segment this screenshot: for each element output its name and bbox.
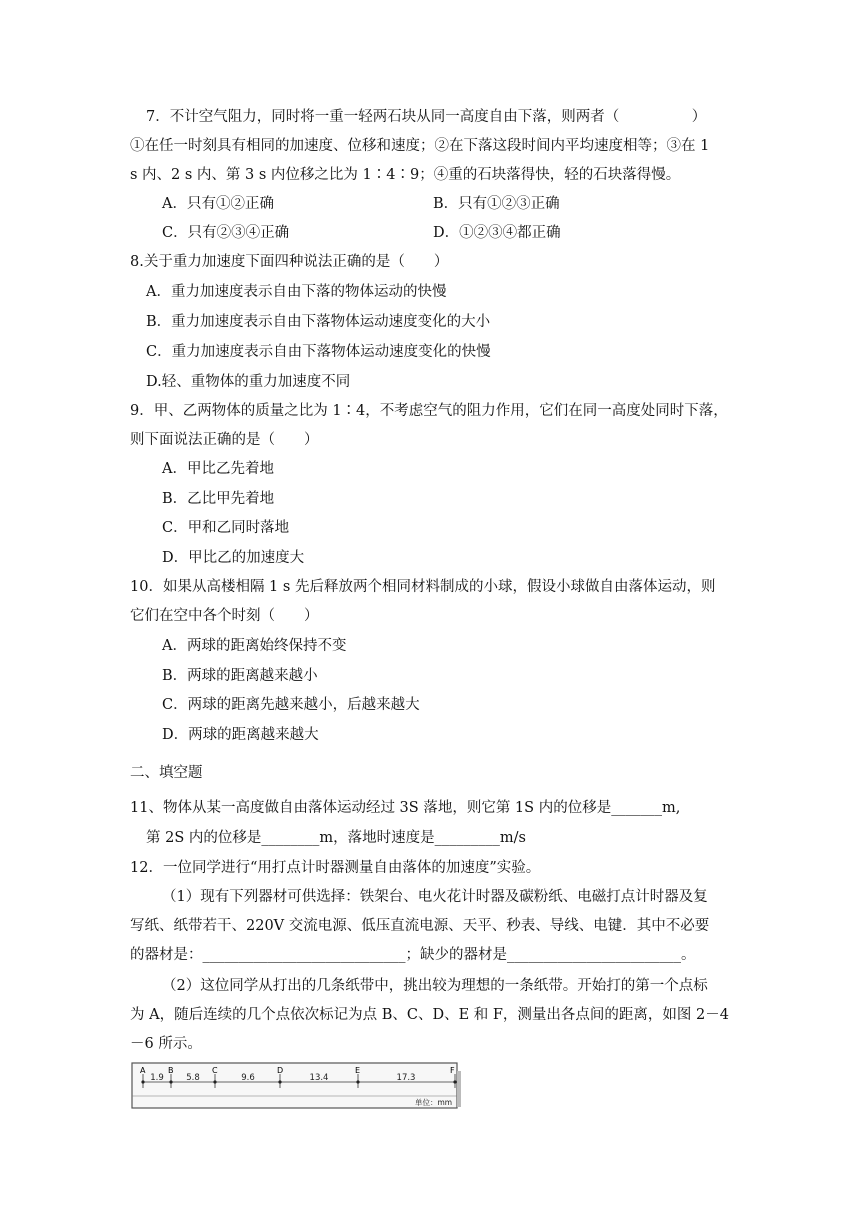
q7-option-c: C．只有②③④正确: [162, 225, 290, 241]
tape-border: [132, 1063, 457, 1108]
tape-distance-de: 13.4: [309, 1073, 329, 1083]
q9-option-b: B．乙比甲先着地: [162, 491, 275, 507]
tape-label-c: C: [212, 1066, 218, 1075]
q7-text-line-3: s 内、2 s 内、第 3 s 内位移之比为 1∶4∶9；④重的石块落得快，轻的石块落得慢。: [130, 167, 681, 183]
q7-text-line-2: ①在任一时刻具有相同的加速度、位移和速度；②在下落这段时间内平均速度相等；③在 1: [130, 138, 710, 154]
q10-option-b: B．两球的距离越来越小: [162, 668, 318, 684]
q8-option-c: C．重力加速度表示自由下落物体运动速度变化的快慢: [146, 344, 491, 360]
paper-tape-figure: [131, 1062, 463, 1110]
tape-label-b: B: [168, 1066, 174, 1075]
q12-part1-line-1: （1）现有下列器材可供选择：铁架台、电火花计时器及碳粉纸、电磁打点计时器及复: [162, 889, 708, 905]
tape-distance-ef: 17.3: [396, 1073, 416, 1083]
q9-option-d: D．甲比乙的加速度大: [162, 550, 305, 566]
q7-stem: 7．不计空气阻力，同时将一重一轻两石块从同一高度自由下落，则两者（ ）: [146, 109, 707, 125]
tape-unit-label: 单位：mm: [415, 1098, 453, 1107]
tape-edge-shadow: [457, 1071, 461, 1107]
tape-distance-ab: 1.9: [150, 1073, 164, 1083]
q7-option-d: D．①②③④都正确: [433, 225, 561, 241]
q12-stem: 12．一位同学进行“用打点计时器测量自由落体的加速度”实验。: [130, 860, 541, 876]
q10-option-a: A．两球的距离始终保持不变: [162, 638, 347, 654]
tape-label-d: D: [277, 1066, 284, 1075]
tape-label-e: E: [355, 1066, 361, 1075]
q12-part2-line-2: 为 A，随后连续的几个点依次标记为点 B、C、D、E 和 F，测量出各点间的距离，如图 2－4: [130, 1007, 729, 1023]
q7-option-a: A．只有①②正确: [162, 196, 274, 212]
section-heading-fill-blank: 二、填空题: [130, 765, 203, 781]
q12-part2-line-3: －6 所示。: [130, 1036, 202, 1052]
q8-stem: 8.关于重力加速度下面四种说法正确的是（ ）: [130, 254, 449, 270]
tape-distance-bc: 5.8: [186, 1073, 200, 1083]
q9-option-c: C．甲和乙同时落地: [162, 520, 290, 536]
q11-line-1: 11、物体从某一高度做自由落体运动经过 3S 落地，则它第 1S 内的位移是_______m,: [130, 800, 681, 816]
tape-label-a: A: [140, 1066, 146, 1075]
q8-option-a: A．重力加速度表示自由下落的物体运动的快慢: [146, 284, 447, 300]
q12-part2-line-1: （2）这位同学从打出的几条纸带中，挑出较为理想的一条纸带。开始打的第一个点标: [162, 978, 708, 994]
q10-stem: 10．如果从高楼相隔 1 s 先后释放两个相同材料制成的小球，假设小球做自由落体运动，则: [130, 579, 716, 595]
q7-option-b: B．只有①②③正确: [433, 196, 560, 212]
q12-part1-line-2: 写纸、纸带若干、220V 交流电源、低压直流电源、天平、秒表、导线、电键．其中不必要: [130, 918, 710, 934]
q9-stem-line-2: 则下面说法正确的是（ ）: [130, 432, 319, 448]
q10-option-c: C．两球的距离先越来越小，后越来越大: [162, 697, 420, 713]
q11-line-2: 第 2S 内的位移是________m，落地时速度是_________m/s: [146, 830, 526, 846]
q8-option-d: D.轻、重物体的重力加速度不同: [146, 374, 351, 390]
q12-part1-line-3: 的器材是：____________________________；缺少的器材是________________________。: [130, 947, 696, 963]
q10-stem-line-2: 它们在空中各个时刻（ ）: [130, 608, 319, 624]
q10-option-d: D．两球的距离越来越大: [162, 727, 319, 743]
q8-option-b: B．重力加速度表示自由下落物体运动速度变化的大小: [146, 314, 491, 330]
q9-stem: 9．甲、乙两物体的质量之比为 1∶4，不考虑空气的阻力作用，它们在同一高度处同时下落，: [130, 403, 728, 419]
q9-option-a: A．甲比乙先着地: [162, 461, 274, 477]
tape-label-f: F: [450, 1066, 455, 1075]
tape-distance-cd: 9.6: [241, 1073, 255, 1083]
